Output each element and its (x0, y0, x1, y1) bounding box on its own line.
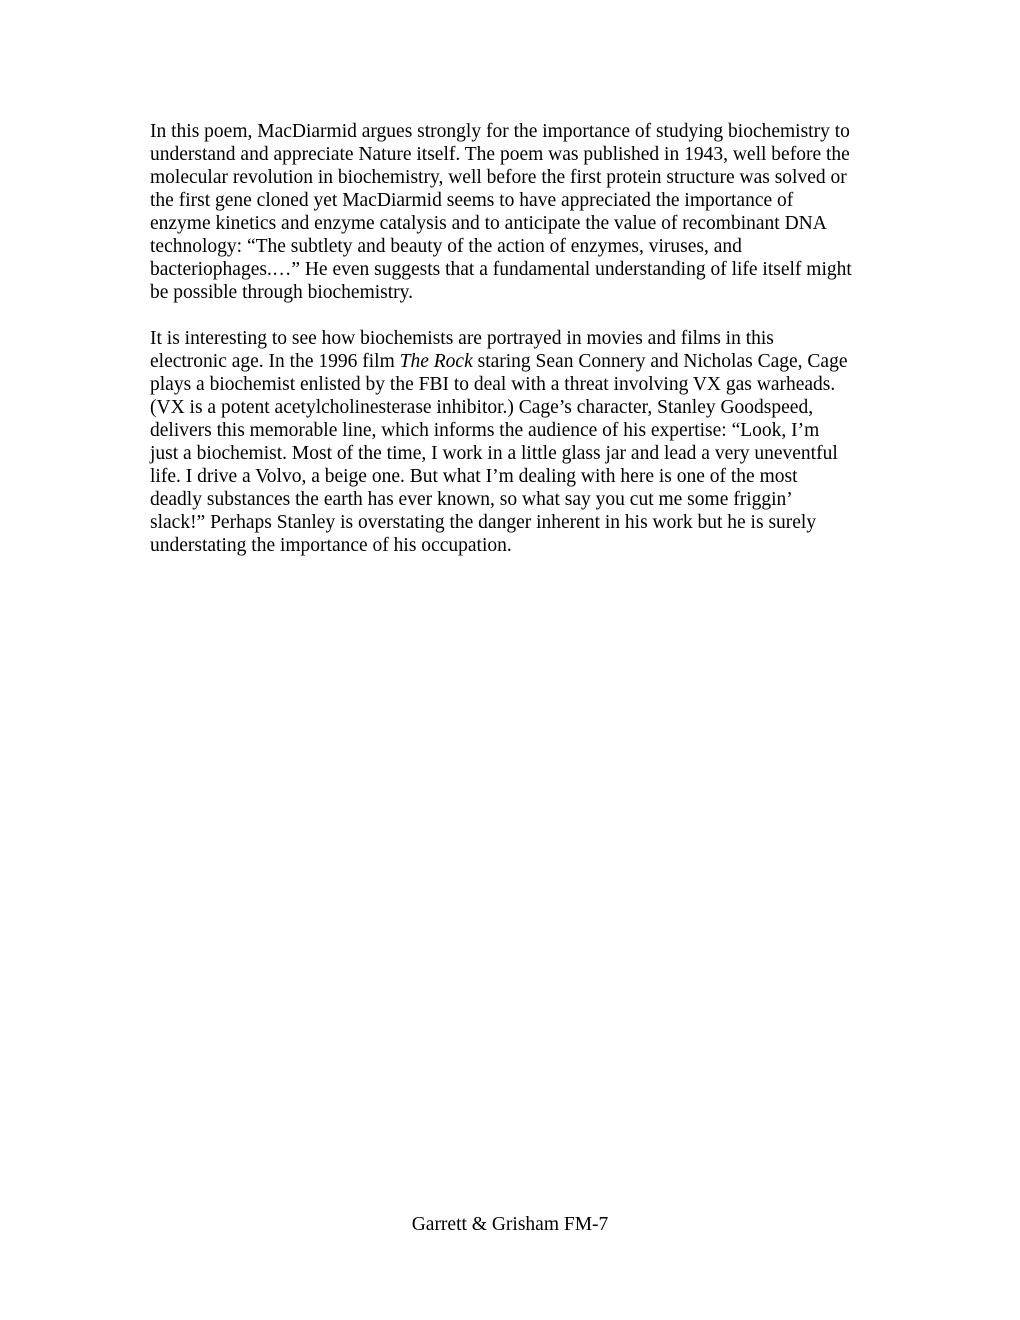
document-body (150, 120, 875, 557)
page-footer: Garrett & Grisham FM-7 (411, 1214, 609, 1235)
paragraph-macdiarmid-poem: In this poem, MacDiarmid argues strongly for the importance of studying biochemistry to understand and appreciate Nature itself. The poem was published in 1943, well before the molecular revolution in biochemistry, well before the first protein structure was solved or the first gene cloned yet MacDiarmid seems to have appreciated the importance of enzyme kinetics and enzyme catalysis and to anticipate the value of recombinant DNA technology: “The subtlety and beauty of the action of enzymes, viruses, and bacteriophages.…” He even suggests that a fundamental understanding of life itself might be possible through biochemistry. (150, 121, 852, 303)
paragraph-2-text-before-title: It is interesting to see how biochemists are portrayed in movies and films in this electronic age. In the 1996 film (150, 328, 774, 372)
paragraph-2-text-after-title: staring Sean Connery and Nicholas Cage, Cage plays a biochemist enlisted by the FBI to deal with a threat involving VX gas warheads. (VX is a potent acetylcholinesterase inhibitor.) Cage’s character, Stanley Goodspeed, delivers this memorable line, which informs the audience of his expertise: “Look, I’m just a biochemist. Most of the time, I work in a little glass jar and lead a very uneventful life. I drive a Volvo, a beige one. But what I’m dealing with here is one of the most deadly substances the earth has ever known, so what say you cut me some friggin’ slack!” Perhaps Stanley is overstating the danger inherent in his work but he is surely understating the importance of his occupation. (150, 351, 848, 556)
film-title: The Rock (399, 351, 473, 372)
paragraph-biochemists-in-film (150, 327, 875, 557)
